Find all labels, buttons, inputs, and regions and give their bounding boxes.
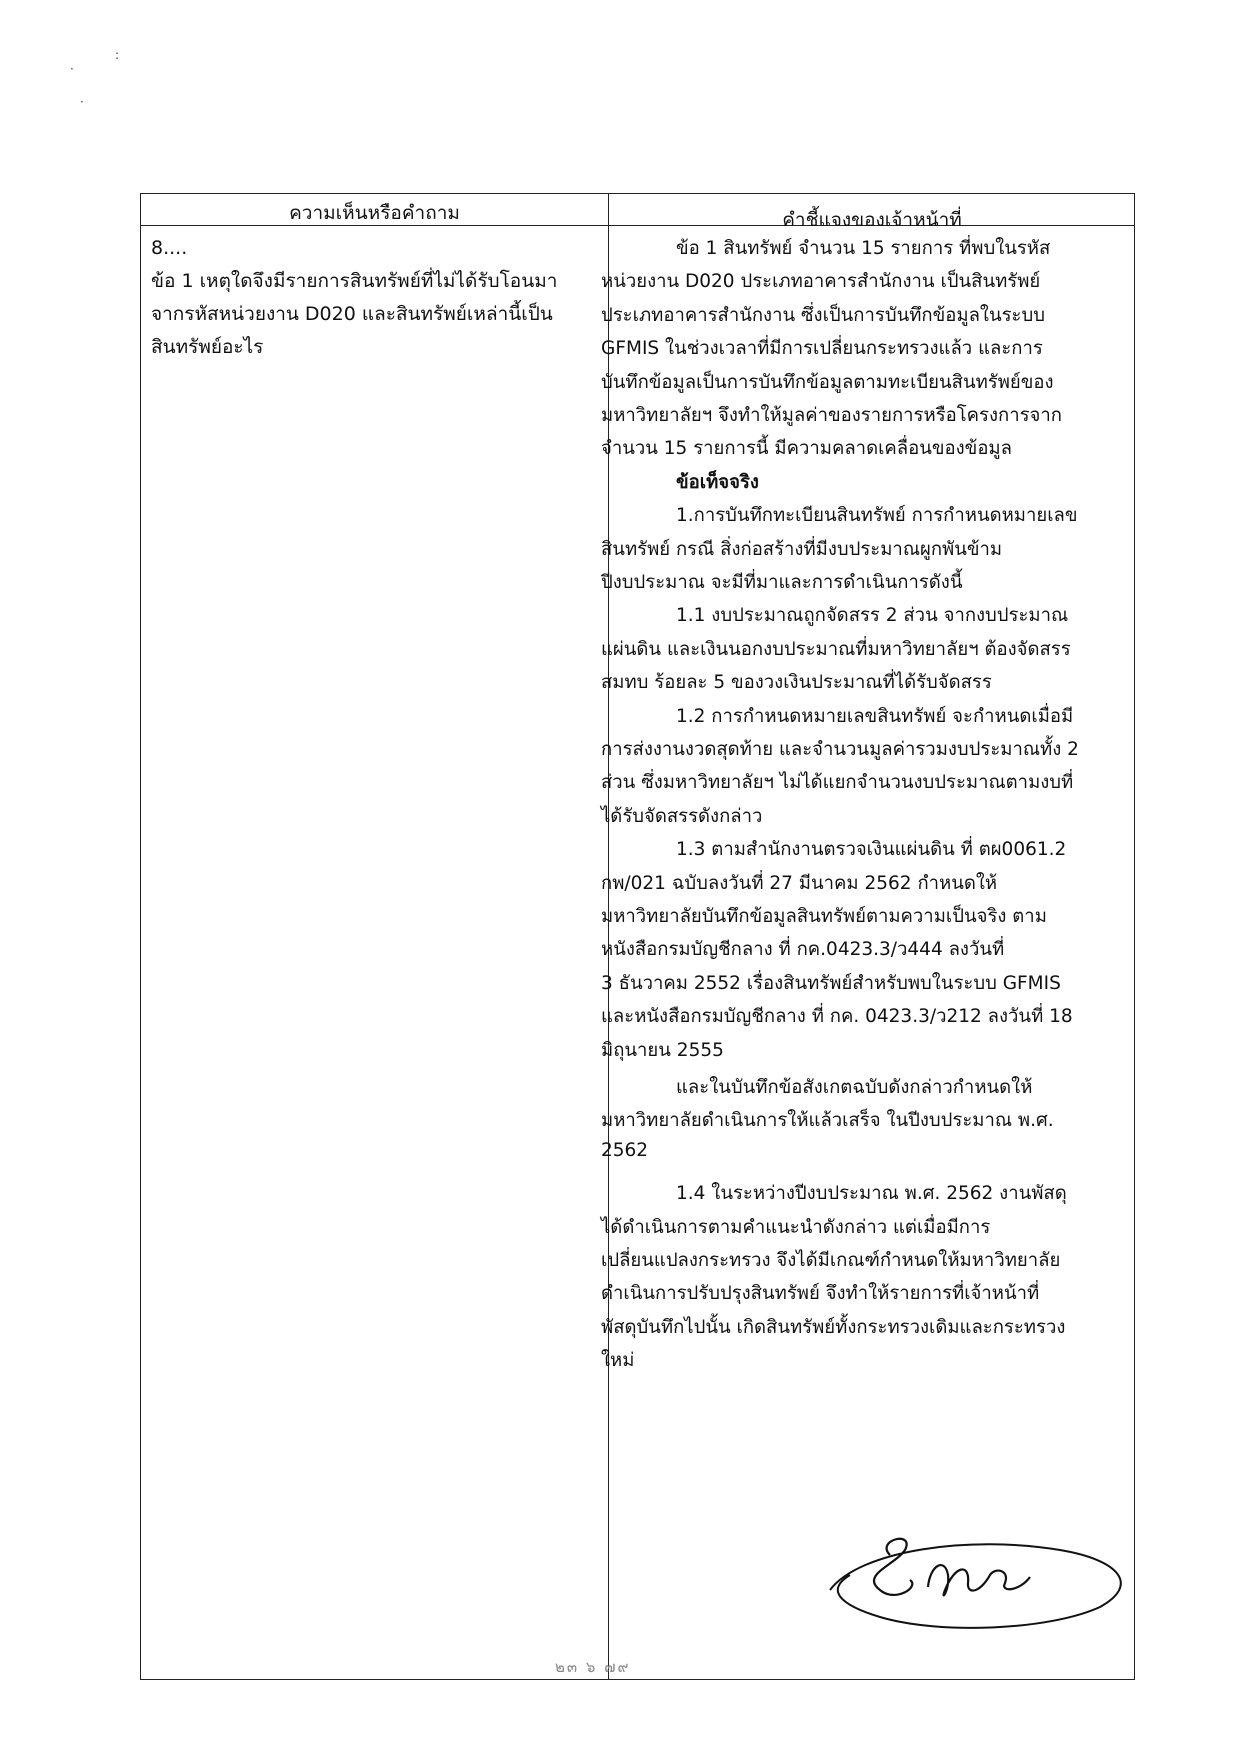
answer-line: 3 ธันวาคม 2552 เรื่องสินทรัพย์สำหรับพบในระบบ GFMIS: [601, 972, 1061, 994]
answer-line: และในบันทึกข้อสังเกตฉบับดังกล่าวกำหนดให้: [676, 1077, 1033, 1098]
answer-line: สมทบ ร้อยละ 5 ของวงเงินประมาณที่ได้รับจัดสรร: [601, 672, 992, 694]
page-number: ๒๓ ๖ ๗๙: [555, 1658, 631, 1676]
answer-line: ได้รับจัดสรรดังกล่าว: [601, 805, 763, 827]
answer-line: บันทึกข้อมูลเป็นการบันทึกข้อมูลตามทะเบียนสินทรัพย์ของ: [601, 371, 1054, 393]
scan-speck: :: [115, 48, 120, 62]
answer-line: ส่วน ซึ่งมหาวิทยาลัยฯ ไม่ได้แยกจำนวนงบประมาณตามงบที่: [601, 772, 1074, 794]
question-line: จากรหัสหน่วยงาน D020 และสินทรัพย์เหล่านี้เป็น: [151, 303, 553, 325]
answer-line: ดำเนินการปรับปรุงสินทรัพย์ จึงทำให้รายการที่เจ้าหน้าที่: [601, 1283, 1040, 1305]
answer-line: หน่วยงาน D020 ประเภทอาคารสำนักงาน เป็นสินทรัพย์: [601, 271, 1041, 293]
answer-line: มหาวิทยาลัยบันทึกข้อมูลสินทรัพย์ตามความเป็นจริง ตาม: [601, 906, 1047, 927]
question-line: สินทรัพย์อะไร: [151, 336, 264, 358]
answer-line: มหาวิทยาลัยดำเนินการให้แล้วเสร็จ ในปีงบประมาณ พ.ศ.: [601, 1110, 1054, 1132]
handwritten-signature: [820, 1495, 1150, 1645]
answer-line: ข้อ 1 สินทรัพย์ จำนวน 15 รายการ ที่พบในรหัส: [676, 238, 1051, 259]
section-heading: ข้อเท็จจริง: [676, 471, 759, 493]
answer-line: มิถุนายน 2555: [601, 1039, 724, 1061]
header-answers: คำชี้แจงของเจ้าหน้าที่: [782, 209, 962, 231]
answer-line: จำนวน 15 รายการนี้ มีความคลาดเคลื่อนของข้อมูล: [601, 438, 1012, 460]
answer-line: 1.1 งบประมาณถูกจัดสรร 2 ส่วน จากงบประมาณ: [676, 605, 1069, 627]
answer-line: 1.3 ตามสำนักงานตรวจเงินแผ่นดิน ที่ ตผ0061.2: [676, 839, 1067, 861]
answer-line: กพ/021 ฉบับลงวันที่ 27 มีนาคม 2562 กำหนดให้: [601, 872, 998, 894]
answer-line: GFMIS ในช่วงเวลาที่มีการเปลี่ยนกระทรวงแล้ว และการ: [601, 338, 1043, 360]
answer-line: มหาวิทยาลัยฯ จึงทำให้มูลค่าของรายการหรือโครงการจาก: [601, 405, 1062, 426]
answer-line: สินทรัพย์ กรณี สิ่งก่อสร้างที่มีงบประมาณผูกพันข้าม: [601, 538, 1003, 560]
answer-line: 1.การบันทึกทะเบียนสินทรัพย์ การกำหนดหมายเลข: [676, 505, 1078, 527]
question-line: ข้อ 1 เหตุใดจึงมีรายการสินทรัพย์ที่ไม่ได้รับโอนมา: [151, 270, 558, 292]
answer-line: แผ่นดิน และเงินนอกงบประมาณที่มหาวิทยาลัยฯ ต้องจัดสรร: [601, 638, 1071, 660]
question-column: [151, 232, 591, 364]
question-line: 8....: [151, 237, 188, 259]
scan-speck: ·: [70, 62, 74, 76]
response-table: [140, 193, 1135, 1680]
answer-line: 2562: [601, 1139, 649, 1161]
answer-line: 1.4 ในระหว่างปีงบประมาณ พ.ศ. 2562 งานพัสดุ: [676, 1183, 1067, 1205]
answer-line: พัสดุบันทึกไปนั้น เกิดสินทรัพย์ทั้งกระทรวงเดิมและกระทรวง: [601, 1316, 1066, 1338]
header-questions: ความเห็นหรือคำถาม: [289, 202, 460, 224]
answer-line: ใหม่: [601, 1350, 635, 1372]
table-header-row: [141, 194, 1134, 231]
answer-line: หนังสือกรมบัญชีกลาง ที่ กค.0423.3/ว444 ลงวันที่: [601, 939, 1005, 961]
answer-line: 1.2 การกำหนดหมายเลขสินทรัพย์ จะกำหนดเมื่อมี: [676, 705, 1074, 727]
answer-line: การส่งงานงวดสุดท้าย และจำนวนมูลค่ารวมงบประมาณทั้ง 2: [601, 739, 1079, 760]
answer-line: ปีงบประมาณ จะมีที่มาและการดำเนินการดังนี้: [601, 572, 963, 593]
answer-line: เปลี่ยนแปลงกระทรวง จึงได้มีเกณฑ์กำหนดให้มหาวิทยาลัย: [601, 1250, 1061, 1271]
answer-line: ประเภทอาคารสำนักงาน ซึ่งเป็นการบันทึกข้อมูลในระบบ: [601, 304, 1045, 326]
answer-line: ได้ดำเนินการตามคำแนะนำดังกล่าว แต่เมื่อมีการ: [601, 1216, 991, 1238]
answer-line: และหนังสือกรมบัญชีกลาง ที่ กค. 0423.3/ว212 ลงวันที่ 18: [601, 1006, 1073, 1028]
scan-speck: ·: [80, 95, 84, 109]
